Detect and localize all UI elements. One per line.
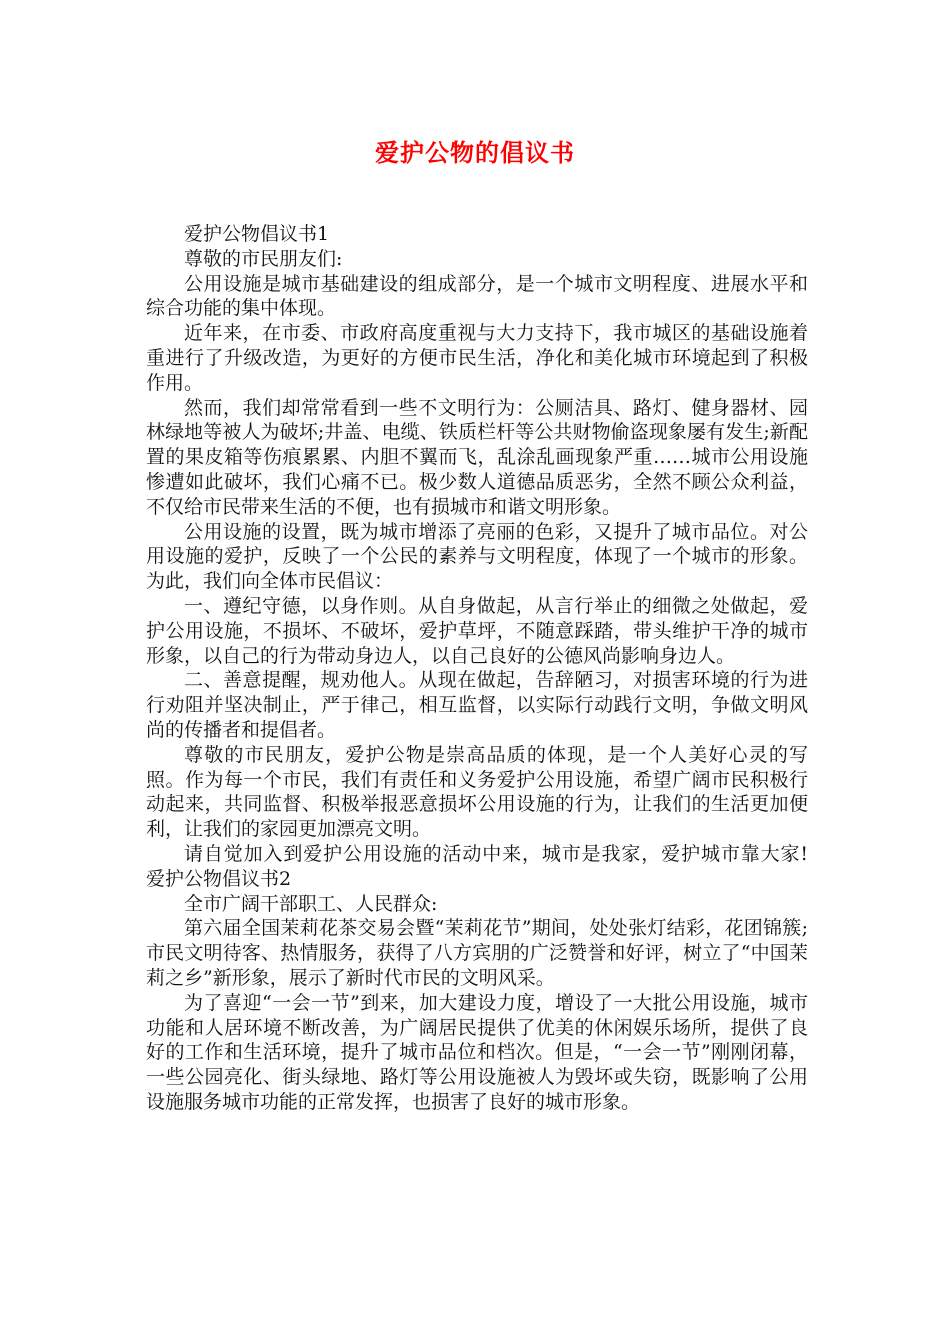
paragraph: 尊敬的市民朋友们: xyxy=(184,247,343,270)
paragraph: 请自觉加入到爱护公用设施的活动中来，城市是我家，爱护城市靠大家! 爱护公物倡议书2 xyxy=(146,842,847,890)
paragraph: 一、遵纪守德，以身作则。从自身做起，从言行举止的细微之处做起，爱护公用设施，不损坏、不破坏，爱护草坪，不随意踩踏，带头维护干净的城市形象，以自己的行为带动身边人，以自己良好的公德风尚影响身边人。 xyxy=(146,594,808,667)
paragraph: 为了喜迎“一会一节”到来，加大建设力度，增设了一大批公用设施，城市功能和人居环境不断改善，为广阔居民提供了优美的休闲娱乐场所，提供了良好的工作和生活环境，提升了城市品位和档次。但是，“一会一节”刚刚闭幕，一些公园亮化、街头绿地、路灯等公用设施被人为毁坏或失窃，既影响了公用设施服务城市功能的正常发挥，也损害了良好的城市形象。 xyxy=(146,991,808,1113)
paragraph: 全市广阔干部职工、人民群众: xyxy=(184,892,438,915)
paragraph: 然而，我们却常常看到一些不文明行为：公厕洁具、路灯、健身器材、园林绿地等被人为破坏;井盖、电缆、铁质栏杆等公共财物偷盗现象屡有发生;新配置的果皮箱等伤痕累累、内胆不翼而飞，乱涂乱画现象严重……城市公用设施惨遭如此破坏，我们心痛不已。极少数人道德品质恶劣，全然不顾公众利益，不仅给市民带来生活的不便，也有损城市和谐文明形象。 xyxy=(146,396,808,518)
paragraph: 公用设施是城市基础建设的组成部分，是一个城市文明程度、进展水平和综合功能的集中体现。 xyxy=(146,272,808,320)
document-title: 爱护公物的倡议书 xyxy=(375,139,575,167)
paragraph: 爱护公物倡议书1 xyxy=(184,223,330,245)
document-body xyxy=(146,222,847,1115)
paragraph: 近年来，在市委、市政府高度重视与大力支持下，我市城区的基础设施着重进行了升级改造，为更好的方便市民生活，净化和美化城市环境起到了积极作用。 xyxy=(146,322,808,394)
paragraph: 二、善意提醒，规劝他人。从现在做起，告辞陋习，对损害环境的行为进行劝阻并坚决制止，严于律己，相互监督，以实际行动践行文明，争做文明风尚的传播者和提倡者。 xyxy=(146,669,808,741)
paragraph: 尊敬的市民朋友，爱护公物是崇高品质的体现，是一个人美好心灵的写照。作为每一个市民，我们有责任和义务爱护公用设施，希望广阔市民积极行动起来，共同监督、积极举报恶意损坏公用设施的行为，让我们的生活更加便利，让我们的家园更加漂亮文明。 xyxy=(146,743,808,841)
paragraph: 第六届全国茉莉花茶交易会暨“茉莉花节”期间，处处张灯结彩，花团锦簇;市民文明待客、热情服务，获得了八方宾朋的广泛赞誉和好评，树立了“中国茉莉之乡”新形象，展示了新时代市民的文明风采。 xyxy=(146,917,808,989)
paragraph: 公用设施的设置，既为城市增添了亮丽的色彩，又提升了城市品位。对公用设施的爱护，反映了一个公民的素养与文明程度，体现了一个城市的形象。为此，我们向全体市民倡议： xyxy=(146,520,808,593)
